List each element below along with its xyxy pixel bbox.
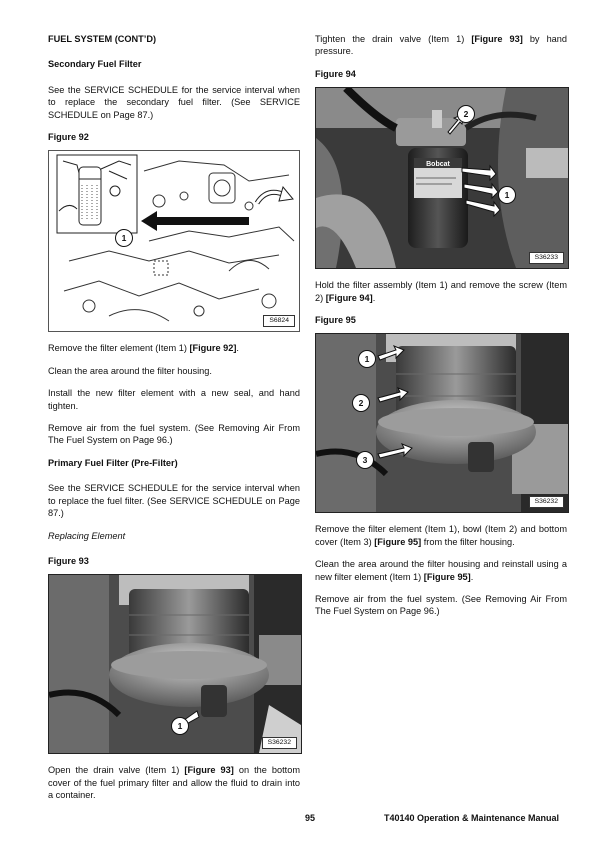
- step-remove-air: Remove air from the fuel system. (See Removing Air From The Fuel System on Page 96.): [48, 423, 300, 446]
- secondary-filter-intro: See the SERVICE SCHEDULE for the service interval when to replace the secondary fuel filter. (See SERVICE SCHEDULE on Page 87.): [48, 84, 300, 120]
- primary-filter-heading: Primary Fuel Filter (Pre-Filter): [48, 457, 178, 468]
- figure-92-label: Figure 92: [48, 132, 89, 143]
- step-remove-element: Remove the filter element (Item 1) [Figure 92].: [48, 343, 239, 354]
- figure-95-label: Figure 95: [315, 315, 356, 326]
- callout-2: 2: [352, 394, 370, 412]
- callout-1: 1: [171, 717, 189, 735]
- figure-code: S36232: [529, 496, 564, 508]
- figure-code: S6824: [263, 315, 295, 327]
- bobcat-label: Bobcat: [426, 161, 450, 169]
- step-open-drain-valve: Open the drain valve (Item 1) [Figure 93] on the bottom cover of the fuel primary filter and allow the fluid to drain into a container.: [48, 765, 301, 801]
- left-column: [48, 33, 300, 812]
- callout-3: 3: [356, 451, 374, 469]
- step-clean-area: Clean the area around the filter housing.: [48, 365, 212, 376]
- step-remove-air-2: Remove air from the fuel system. (See Removing Air From The Fuel System on Page 96.): [315, 594, 567, 617]
- callout-2: 2: [457, 105, 475, 123]
- primary-filter-intro: See the SERVICE SCHEDULE for the service interval when to replace the fuel filter. (See SERVICE SCHEDULE on Page 87.): [48, 483, 300, 519]
- callout-1: 1: [498, 186, 516, 204]
- filter-bowl-photo: [316, 334, 568, 512]
- right-column: [315, 33, 567, 628]
- manual-title: T40140 Operation & Maintenance Manual: [384, 813, 560, 823]
- figure-94-label: Figure 94: [315, 68, 356, 79]
- figure-code: S36232: [262, 737, 297, 749]
- callout-1: 1: [358, 350, 376, 368]
- figure-93-label: Figure 93: [48, 555, 89, 566]
- step-hold-filter-assembly: Hold the filter assembly (Item 1) and remove the screw (Item 2) [Figure 94].: [315, 280, 567, 303]
- step-install-element: Install the new filter element with a new seal, and hand tighten.: [48, 388, 300, 411]
- filter-assembly-photo: [316, 88, 568, 268]
- section-title: FUEL SYSTEM (CONT’D): [48, 34, 157, 44]
- replacing-element-heading: Replacing Element: [48, 530, 126, 541]
- step-remove-element-bowl-cover: Remove the filter element (Item 1), bowl (Item 2) and bottom cover (Item 3) [Figure 95] from the filter housing.: [315, 524, 567, 547]
- figure-code: S36233: [529, 252, 564, 264]
- callout-1: 1: [115, 229, 133, 247]
- secondary-filter-heading: Secondary Fuel Filter: [48, 59, 142, 70]
- engine-line-drawing: [49, 151, 299, 331]
- step-clean-and-reinstall: Clean the area around the filter housing and reinstall using a new filter element (Item 1) [Figure 95].: [315, 559, 567, 582]
- page-number: 95: [305, 813, 316, 823]
- step-tighten-drain-valve: Tighten the drain valve (Item 1) [Figure 93] by hand pressure.: [315, 34, 568, 57]
- figure-94: [315, 87, 569, 269]
- figure-95: [315, 333, 569, 513]
- figure-93: [48, 574, 302, 754]
- figure-92: [48, 150, 300, 332]
